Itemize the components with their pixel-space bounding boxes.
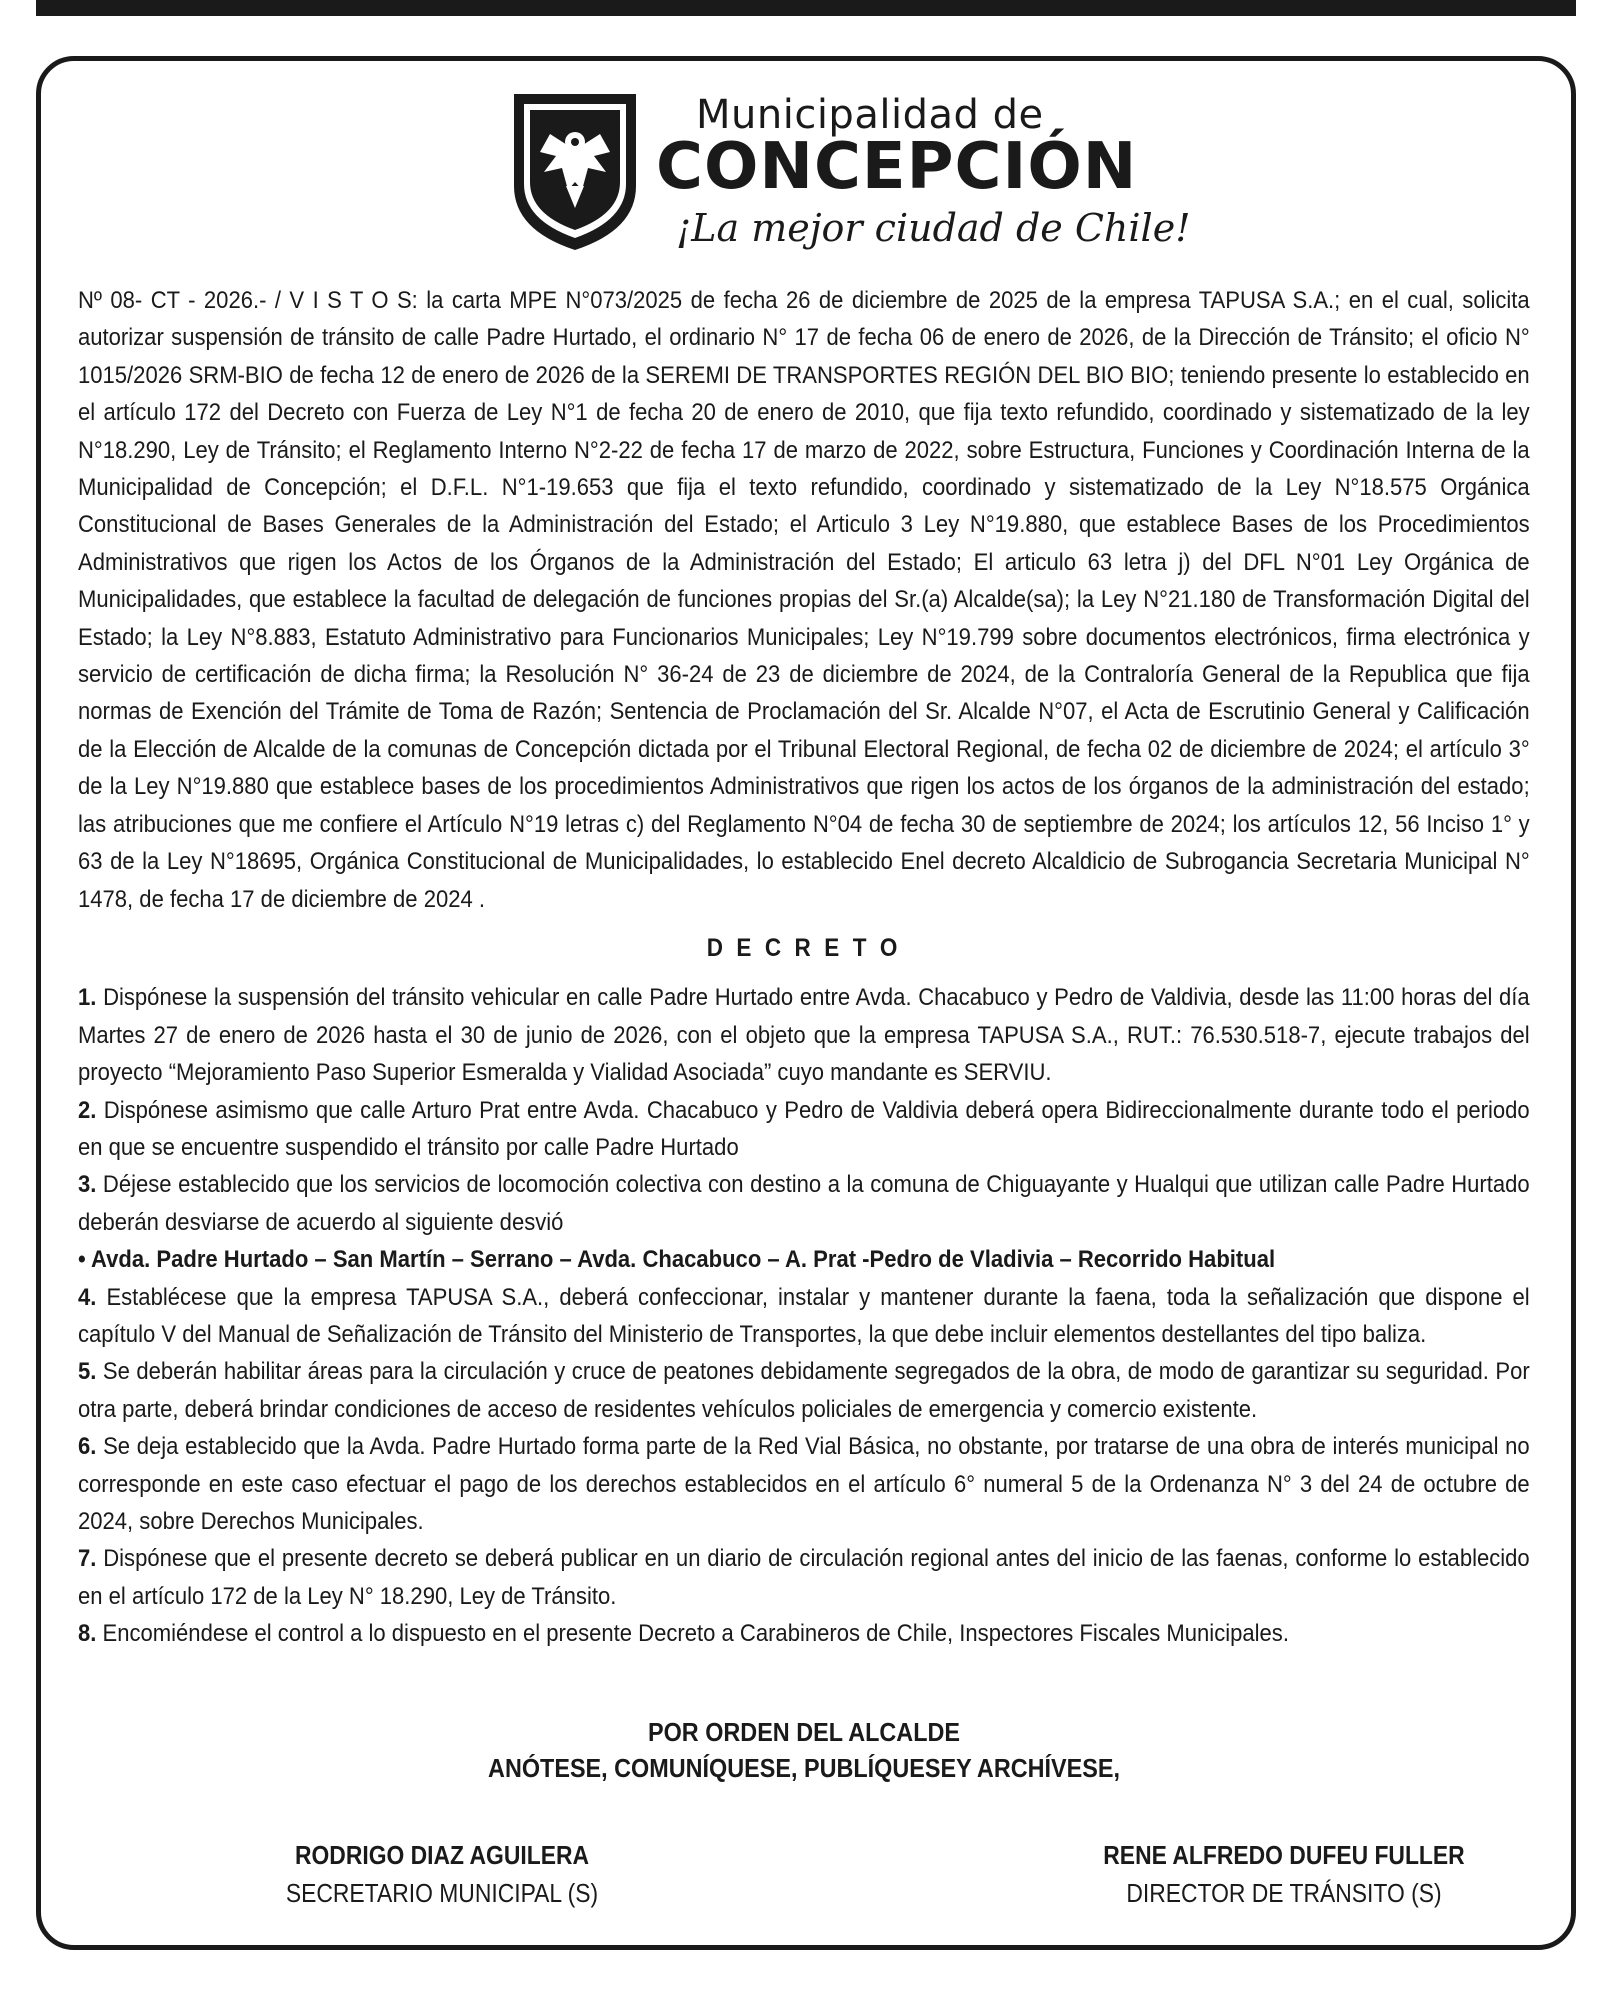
decree-body (78, 282, 1530, 1653)
decree-item-4 (78, 1279, 1530, 1354)
brand-line-2: CONCEPCIÓN (656, 130, 1138, 204)
detour-route: • Avda. Padre Hurtado – San Martín – Serrano – Avda. Chacabuco – A. Prat -Pedro de Vladivia – Recorrido Habitual (78, 1246, 1276, 1274)
decree-item-8 (78, 1615, 1530, 1652)
item-text: Establécese que la empresa TAPUSA S.A., deberá confeccionar, instalar y mantener durante la faena, toda la señalización que dispone el capítulo V del Manual de Señalización de Tránsito del Ministerio de Transportes, la que debe incluir elementos destellantes del tipo baliza. (78, 1283, 1530, 1348)
signer-name: RODRIGO DIAZ AGUILERA (294, 1840, 590, 1870)
item-number: 6. (78, 1433, 97, 1461)
item-text: Dispónese la suspensión del tránsito vehicular en calle Padre Hurtado entre Avda. Chacabuco y Pedro de Valdivia, desde las 11:00 horas del día Martes 27 de enero de 2026 hasta el 30 de junio de 2026, con el objeto que la empresa TAPUSA S.A., RUT.: 76.530.518-7, ejecute trabajos del proyecto “Mejoramiento Paso Superior Esmeralda y Vialidad Asociada” cuyo mandante es SERVIU. (78, 984, 1530, 1087)
item-number: 8. (78, 1620, 97, 1648)
brand-line-1: Municipalidad de (696, 92, 1044, 138)
decreto-heading: D E C R E T O (706, 933, 902, 962)
item-text: Se deberán habilitar áreas para la circulación y cruce de peatones debidamente segregados de la obra, de modo de garantizar su seguridad. Por otra parte, deberá brindar condiciones de acceso de residentes vehículos policiales de emergencia y comercio existente. (78, 1358, 1530, 1423)
closing-line-1: POR ORDEN DEL ALCALDE (647, 1717, 961, 1747)
coat-of-arms-icon (510, 90, 640, 254)
decree-item-6 (78, 1428, 1530, 1540)
signer-name: RENE ALFREDO DUFEU FULLER (1103, 1840, 1465, 1870)
signer-title: SECRETARIO MUNICIPAL (S) (285, 1878, 599, 1908)
item-number: 2. (78, 1096, 97, 1124)
item-number: 4. (78, 1283, 97, 1311)
municipality-header (510, 86, 1191, 258)
brand-slogan: ¡La mejor ciudad de Chile! (676, 206, 1191, 250)
closing-block (0, 1714, 1608, 1786)
item-number: 7. (78, 1545, 97, 1573)
item-text: Dispónese que el presente decreto se deberá publicar en un diario de circulación regional antes del inicio de las faenas, conforme lo establecido en el artículo 172 de la Ley N° 18.290, Ley de Tránsito. (78, 1545, 1530, 1610)
item-number: 1. (78, 984, 97, 1012)
item-text: Déjese establecido que los servicios de locomoción colectiva con destino a la comuna de Chiguayante y Hualqui que utilizan calle Padre Hurtado deberán desviarse de acuerdo al siguiente desvió (78, 1171, 1530, 1236)
decree-item-1 (78, 979, 1530, 1091)
top-bar (36, 0, 1576, 16)
item-number: 5. (78, 1358, 97, 1386)
signature-left (142, 1836, 742, 1912)
decree-item-7 (78, 1540, 1530, 1615)
item-text: Se deja establecido que la Avda. Padre Hurtado forma parte de la Red Vial Básica, no obstante, por tratarse de una obra de interés municipal no corresponde en este caso efectuar el pago de los derechos establecidos en el artículo 6° numeral 5 de la Ordenanza N° 3 del 24 de octubre de 2024, sobre Derechos Municipales. (78, 1433, 1530, 1535)
closing-line-2: ANÓTESE, COMUNÍQUESE, PUBLÍQUESEY ARCHÍVESE, (488, 1753, 1120, 1783)
decree-item-2 (78, 1092, 1530, 1167)
decree-item-3 (78, 1166, 1530, 1241)
item-text: Dispónese asimismo que calle Arturo Prat entre Avda. Chacabuco y Pedro de Valdivia deberá opera Bidireccionalmente durante todo el periodo en que se encuentre suspendido el tránsito por calle Padre Hurtado (78, 1096, 1530, 1161)
vistos-paragraph: Nº 08- CT - 2026.- / V I S T O S: la carta MPE N°073/2025 de fecha 26 de diciembre de 2025 de la empresa TAPUSA S.A.; en el cual, solicita autorizar suspensión de tránsito de calle Padre Hurtado, el ordinario N° 17 de fecha 06 de enero de 2026, de la Dirección de Tránsito; el oficio N° 1015/2026 SRM-BIO de fecha 12 de enero de 2026 de la SEREMI DE TRANSPORTES REGIÓN DEL BIO BIO; teniendo presente lo establecido en el artículo 172 del Decreto con Fuerza de Ley N°1 de fecha 20 de enero de 2010, que fija texto refundido, coordinado y sistematizado de la ley N°18.290, Ley de Tránsito; el Reglamento Interno N°2-22 de fecha 17 de marzo de 2022, sobre Estructura, Funciones y Coordinación Interna de la Municipalidad de Concepción; el D.F.L. N°1-19.653 que fija el texto refundido, coordinado y sistematizado de la Ley N°18.575 Orgánica Constitucional de Bases Generales de la Administración del Estado; el Articulo 3 Ley N°19.880, que establece Bases de los Procedimientos Administrativos que rigen los Actos de los Órganos de la Administración del Estado; El articulo 63 letra j) del DFL N°01 Ley Orgánica de Municipalidades, que establece la facultad de delegación de funciones propias del Sr.(a) Alcalde(sa); la Ley N°21.180 de Transformación Digital del Estado; la Ley N°8.883, Estatuto Administrativo para Funcionarios Municipales; Ley N°19.799 sobre documentos electrónicos, firma electrónica y servicio de certificación de dicha firma; la Resolución N° 36-24 de 23 de diciembre de 2024, de la Contraloría General de la Republica que fija normas de Exención del Trámite de Toma de Razón; Sentencia de Proclamación del Sr. Alcalde N°07, el Acta de Escrutinio General y Calificación de la Elección de Alcalde de la comunas de Concepción dictada por el Tribunal Electoral Regional, de fecha 02 de diciembre de 2024; el artículo 3° de la Ley N°19.880 que establece bases de los procedimientos Administrativos que rigen los actos de los órganos de la administración del estado; las atribuciones que me confiere el Artículo N°19 letras c) del Reglamento N°04 de fecha 30 de septiembre de 2024; los artículos 12, 56 Inciso 1° y 63 de la Ley N°18695, Orgánica Constitucional de Municipalidades, lo establecido Enel decreto Alcaldicio de Subrogancia Secretaria Municipal N° 1478, de fecha 17 de diciembre de 2024 . (78, 287, 1530, 913)
signature-right (1004, 1836, 1564, 1912)
decree-item-5 (78, 1353, 1530, 1428)
item-text: Encomiéndese el control a lo dispuesto en el presente Decreto a Carabineros de Chile, Inspectores Fiscales Municipales. (96, 1620, 1289, 1648)
item-number: 3. (78, 1171, 97, 1199)
signer-title: DIRECTOR DE TRÁNSITO (S) (1126, 1878, 1442, 1908)
